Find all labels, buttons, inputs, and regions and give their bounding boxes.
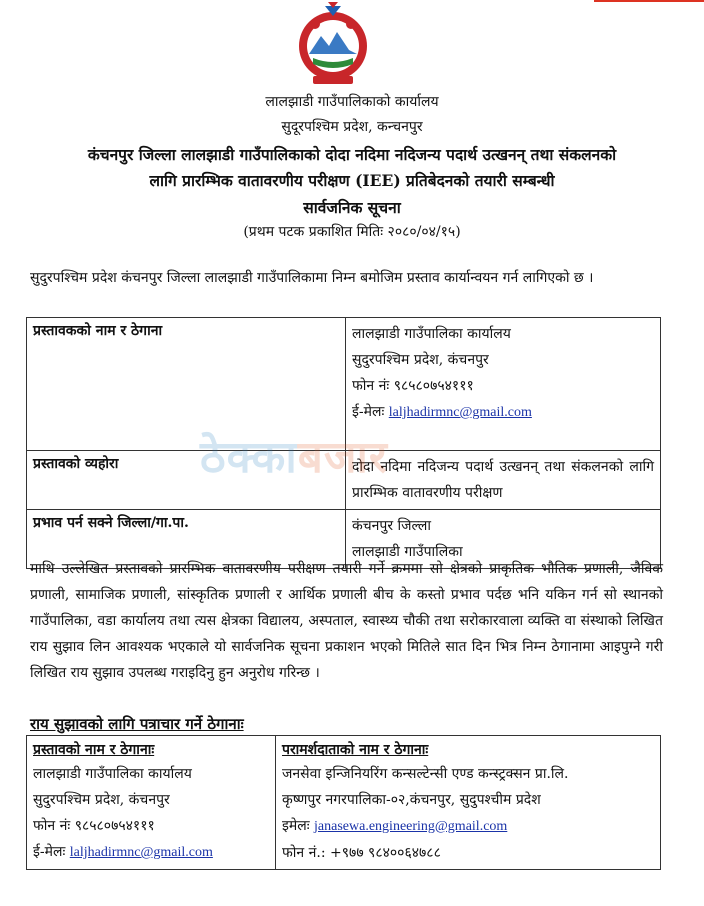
- proponent-contact-heading: प्रस्तावको नाम र ठेगानाः: [33, 742, 155, 758]
- affected-area-label: प्रभाव पर्न सक्ने जिल्ला/गा.पा.: [27, 510, 346, 569]
- correspondence-heading: राय सुझावको लागि पत्राचार गर्ने ठेगानाः: [30, 715, 244, 733]
- office-name: लालझाडी गाउँपालिकाको कार्यालय: [265, 94, 439, 110]
- proponent-label: प्रस्तावकको नाम र ठेगाना: [27, 318, 346, 451]
- proposal-description: दोदा नदिमा नदिजन्य पदार्थ उत्खनन् तथा संकलनको लागि प्रारम्भिक वातावरणीय परीक्षण: [346, 451, 661, 510]
- consultant-email-row: [282, 813, 654, 840]
- intro-paragraph: सुदुरपश्चिम प्रदेश कंचनपुर जिल्ला लालझाडी गाउँपालिकामा निम्न बमोजिम प्रस्ताव कार्यान्वयन गर्न लागिएको छ ।: [30, 270, 594, 286]
- email-label: ई-मेलः: [33, 844, 66, 860]
- proponent-contact-name: लालझाडी गाउँपालिका कार्यालय: [33, 766, 192, 782]
- proponent-email-link[interactable]: laljhadirmnc@gmail.com: [388, 405, 532, 420]
- consultant-contact-heading: परामर्शदाताको नाम र ठेगानाः: [282, 742, 429, 758]
- email-label: इमेलः: [282, 818, 310, 834]
- office-province: सुदूरपश्चिम प्रदेश, कन्चनपुर: [281, 119, 423, 135]
- consultant-contact-cell: [276, 736, 661, 870]
- proponent-address: सुदुरपश्चिम प्रदेश, कंचनपुर: [352, 352, 489, 368]
- watermark: [200, 425, 388, 485]
- consultant-phone: फोन नं.: +९७७ ९८४००६४७८८: [282, 845, 441, 861]
- corner-accent: [594, 0, 704, 2]
- proponent-contact-email-row: [33, 839, 269, 866]
- public-notice-heading: सार्वजनिक सूचना: [303, 198, 401, 217]
- consultant-name: जनसेवा इन्जिनियरिंग कन्सल्टेन्सी एण्ड कन्स्ट्रक्सन प्रा.लि.: [282, 766, 569, 782]
- notice-title-line-2: लागि प्रारम्भिक वातावरणीय परीक्षण (IEE) प्रतिबेदनको तयारी सम्बन्धी: [149, 171, 555, 190]
- email-label: ई-मेलः: [352, 404, 385, 420]
- proponent-email-row: [352, 399, 654, 426]
- consultant-address: कृष्णपुर नगरपालिका-०२,कंचनपुर, सुदुपश्चीम प्रदेश: [282, 792, 541, 808]
- consultant-email-link[interactable]: janasewa.engineering@gmail.com: [314, 819, 508, 834]
- watermark-part-1: ठेक्का: [200, 432, 298, 483]
- correspondence-table: [26, 735, 661, 870]
- proponent-contact-cell: [27, 736, 276, 870]
- proponent-contact-phone: फोन नंः ९८५८०७५४१११: [33, 818, 155, 834]
- proponent-details: [346, 318, 661, 451]
- affected-district: कंचनपुर जिल्ला: [352, 518, 431, 534]
- publish-date: (प्रथम पटक प्रकाशित मितिः २०८०/०४/१५): [243, 224, 461, 240]
- table-row: [27, 736, 661, 870]
- notice-title-line-1: कंचनपुर जिल्ला लालझाडी गाउँपालिकाको दोदा नदिमा नदिजन्य पदार्थ उत्खनन् तथा संकलनको: [87, 145, 617, 164]
- proposal-description-label: प्रस्तावको व्यहोरा: [27, 451, 346, 510]
- proponent-contact-address: सुदुरपश्चिम प्रदेश, कंचनपुर: [33, 792, 170, 808]
- watermark-part-2: बजार: [297, 432, 388, 483]
- body-paragraph: माथि उल्लेखित प्रस्तावको प्रारम्भिक वातावरणीय परीक्षण तयारी गर्ने क्रममा सो क्षेत्रको प्राकृतिक भौतिक प्रणाली, जैविक प्रणाली, सामाजिक प्रणाली, सांस्कृतिक प्रणाली र आर्थिक प्रणाली बीच के कस्तो प्रभाव पर्दछ भनि यकिन गर्न सो स्थानको गाउँपालिका, वडा कार्यालय तथा त्यस क्षेत्रका विद्यालय, अस्पताल, स्वास्थ्य चौकी तथा सरोकारवाला व्यक्ति वा संस्थाको लिखित राय सुझाव लिन आवश्यक भएकाले यो सार्वजनिक सूचना प्रकाशन भएको मितिले सात दिन भित्र निम्न ठेगानामा आइपुग्ने गरी लिखित राय सुझाव उपलब्ध गराइदिनु हुन अनुरोध गरिन्छ ।: [30, 561, 663, 681]
- proponent-phone: फोन नंः ९८५८०७५४१११: [352, 378, 474, 394]
- proponent-contact-email-link[interactable]: laljhadirmnc@gmail.com: [69, 845, 213, 860]
- affected-municipality: लालझाडी गाउँपालिका: [352, 544, 463, 560]
- proponent-name: लालझाडी गाउँपालिका कार्यालय: [352, 326, 511, 342]
- nepal-government-emblem: [291, 2, 375, 88]
